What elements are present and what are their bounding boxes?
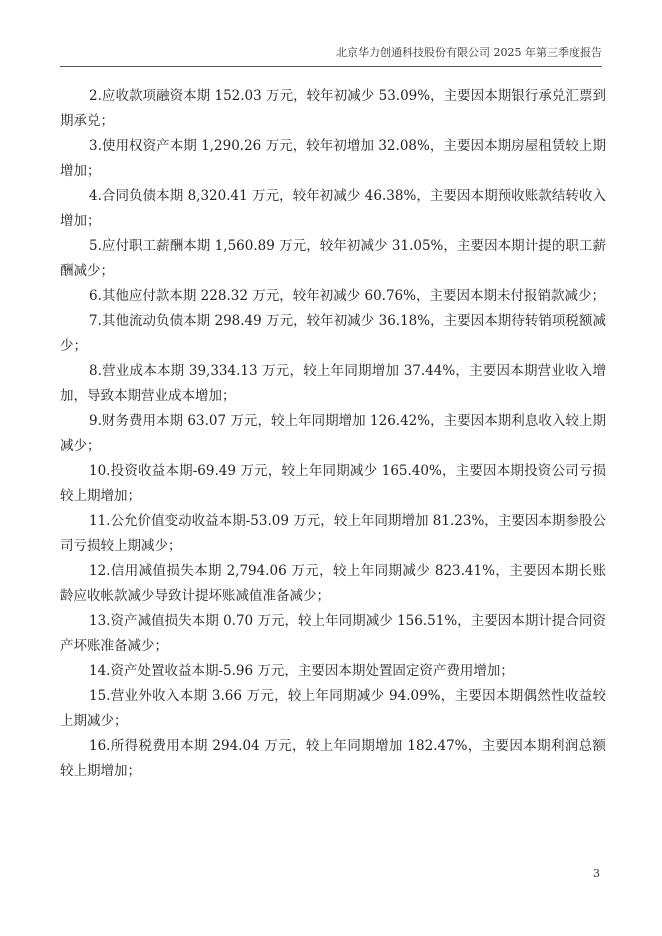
paragraph-fair-value-change: 11.公允价值变动收益本期-53.09 万元，较上年同期增加 81.23%，主要因本期参股公司亏损较上期减少； <box>60 513 606 554</box>
page-header <box>60 0 602 67</box>
paragraph-other-payables: 6.其他应付款本期 228.32 万元，较年初减少 60.76%，主要因本期未付报销款减少； <box>89 288 605 304</box>
paragraph-other-current-liabilities: 7.其他流动负债本期 298.49 万元，较年初减少 36.18%，主要因本期待转销项税额减少； <box>60 313 606 354</box>
paragraph-asset-disposal: 14.资产处置收益本期-5.96 万元，主要因本期处置固定资产费用增加； <box>89 663 514 679</box>
paragraph-non-operating-income: 15.营业外收入本期 3.66 万元，较上年同期减少 94.09%，主要因本期偶然性收益较上期减少； <box>60 688 606 729</box>
page-number: 3 <box>593 867 600 880</box>
paragraph-operating-cost: 8.营业成本本期 39,334.13 万元，较上年同期增加 37.44%，主要因本期营业收入增加，导致本期营业成本增加； <box>60 363 606 404</box>
paragraph-employee-compensation: 5.应付职工薪酬本期 1,560.89 万元，较年初减少 31.05%，主要因本期计提的职工薪酬减少； <box>60 238 606 279</box>
paragraph-right-of-use-assets: 3.使用权资产本期 1,290.26 万元，较年初增加 32.08%，主要因本期房屋租赁较上期增加； <box>60 138 606 179</box>
paragraph-contract-liabilities: 4.合同负债本期 8,320.41 万元，较年初减少 46.38%，主要因本期预收账款结转收入增加； <box>60 188 606 229</box>
paragraph-receivables-financing: 2.应收款项融资本期 152.03 万元，较年初减少 53.09%，主要因本期银行承兑汇票到期承兑； <box>60 88 606 129</box>
paragraph-credit-impairment: 12.信用减值损失本期 2,794.06 万元，较上年同期减少 823.41%，主要因本期长账龄应收帐款减少导致计提坏账减值准备减少； <box>60 563 606 604</box>
paragraph-investment-income: 10.投资收益本期-69.49 万元，较上年同期减少 165.40%，主要因本期投资公司亏损较上期增加； <box>60 463 606 504</box>
paragraph-income-tax: 16.所得税费用本期 294.04 万元，较上年同期增加 182.47%，主要因本期利润总额较上期增加； <box>60 738 606 779</box>
paragraph-asset-impairment: 13.资产减值损失本期 0.70 万元，较上年同期减少 156.51%，主要因本期计提合同资产坏账准备减少； <box>60 613 606 654</box>
paragraph-financial-expenses: 9.财务费用本期 63.07 万元，较上年同期增加 126.42%，主要因本期利息收入较上期减少； <box>60 413 606 454</box>
document-body <box>60 84 606 784</box>
report-title: 北京华力创通科技股份有限公司 2025 年第三季度报告 <box>336 46 602 59</box>
